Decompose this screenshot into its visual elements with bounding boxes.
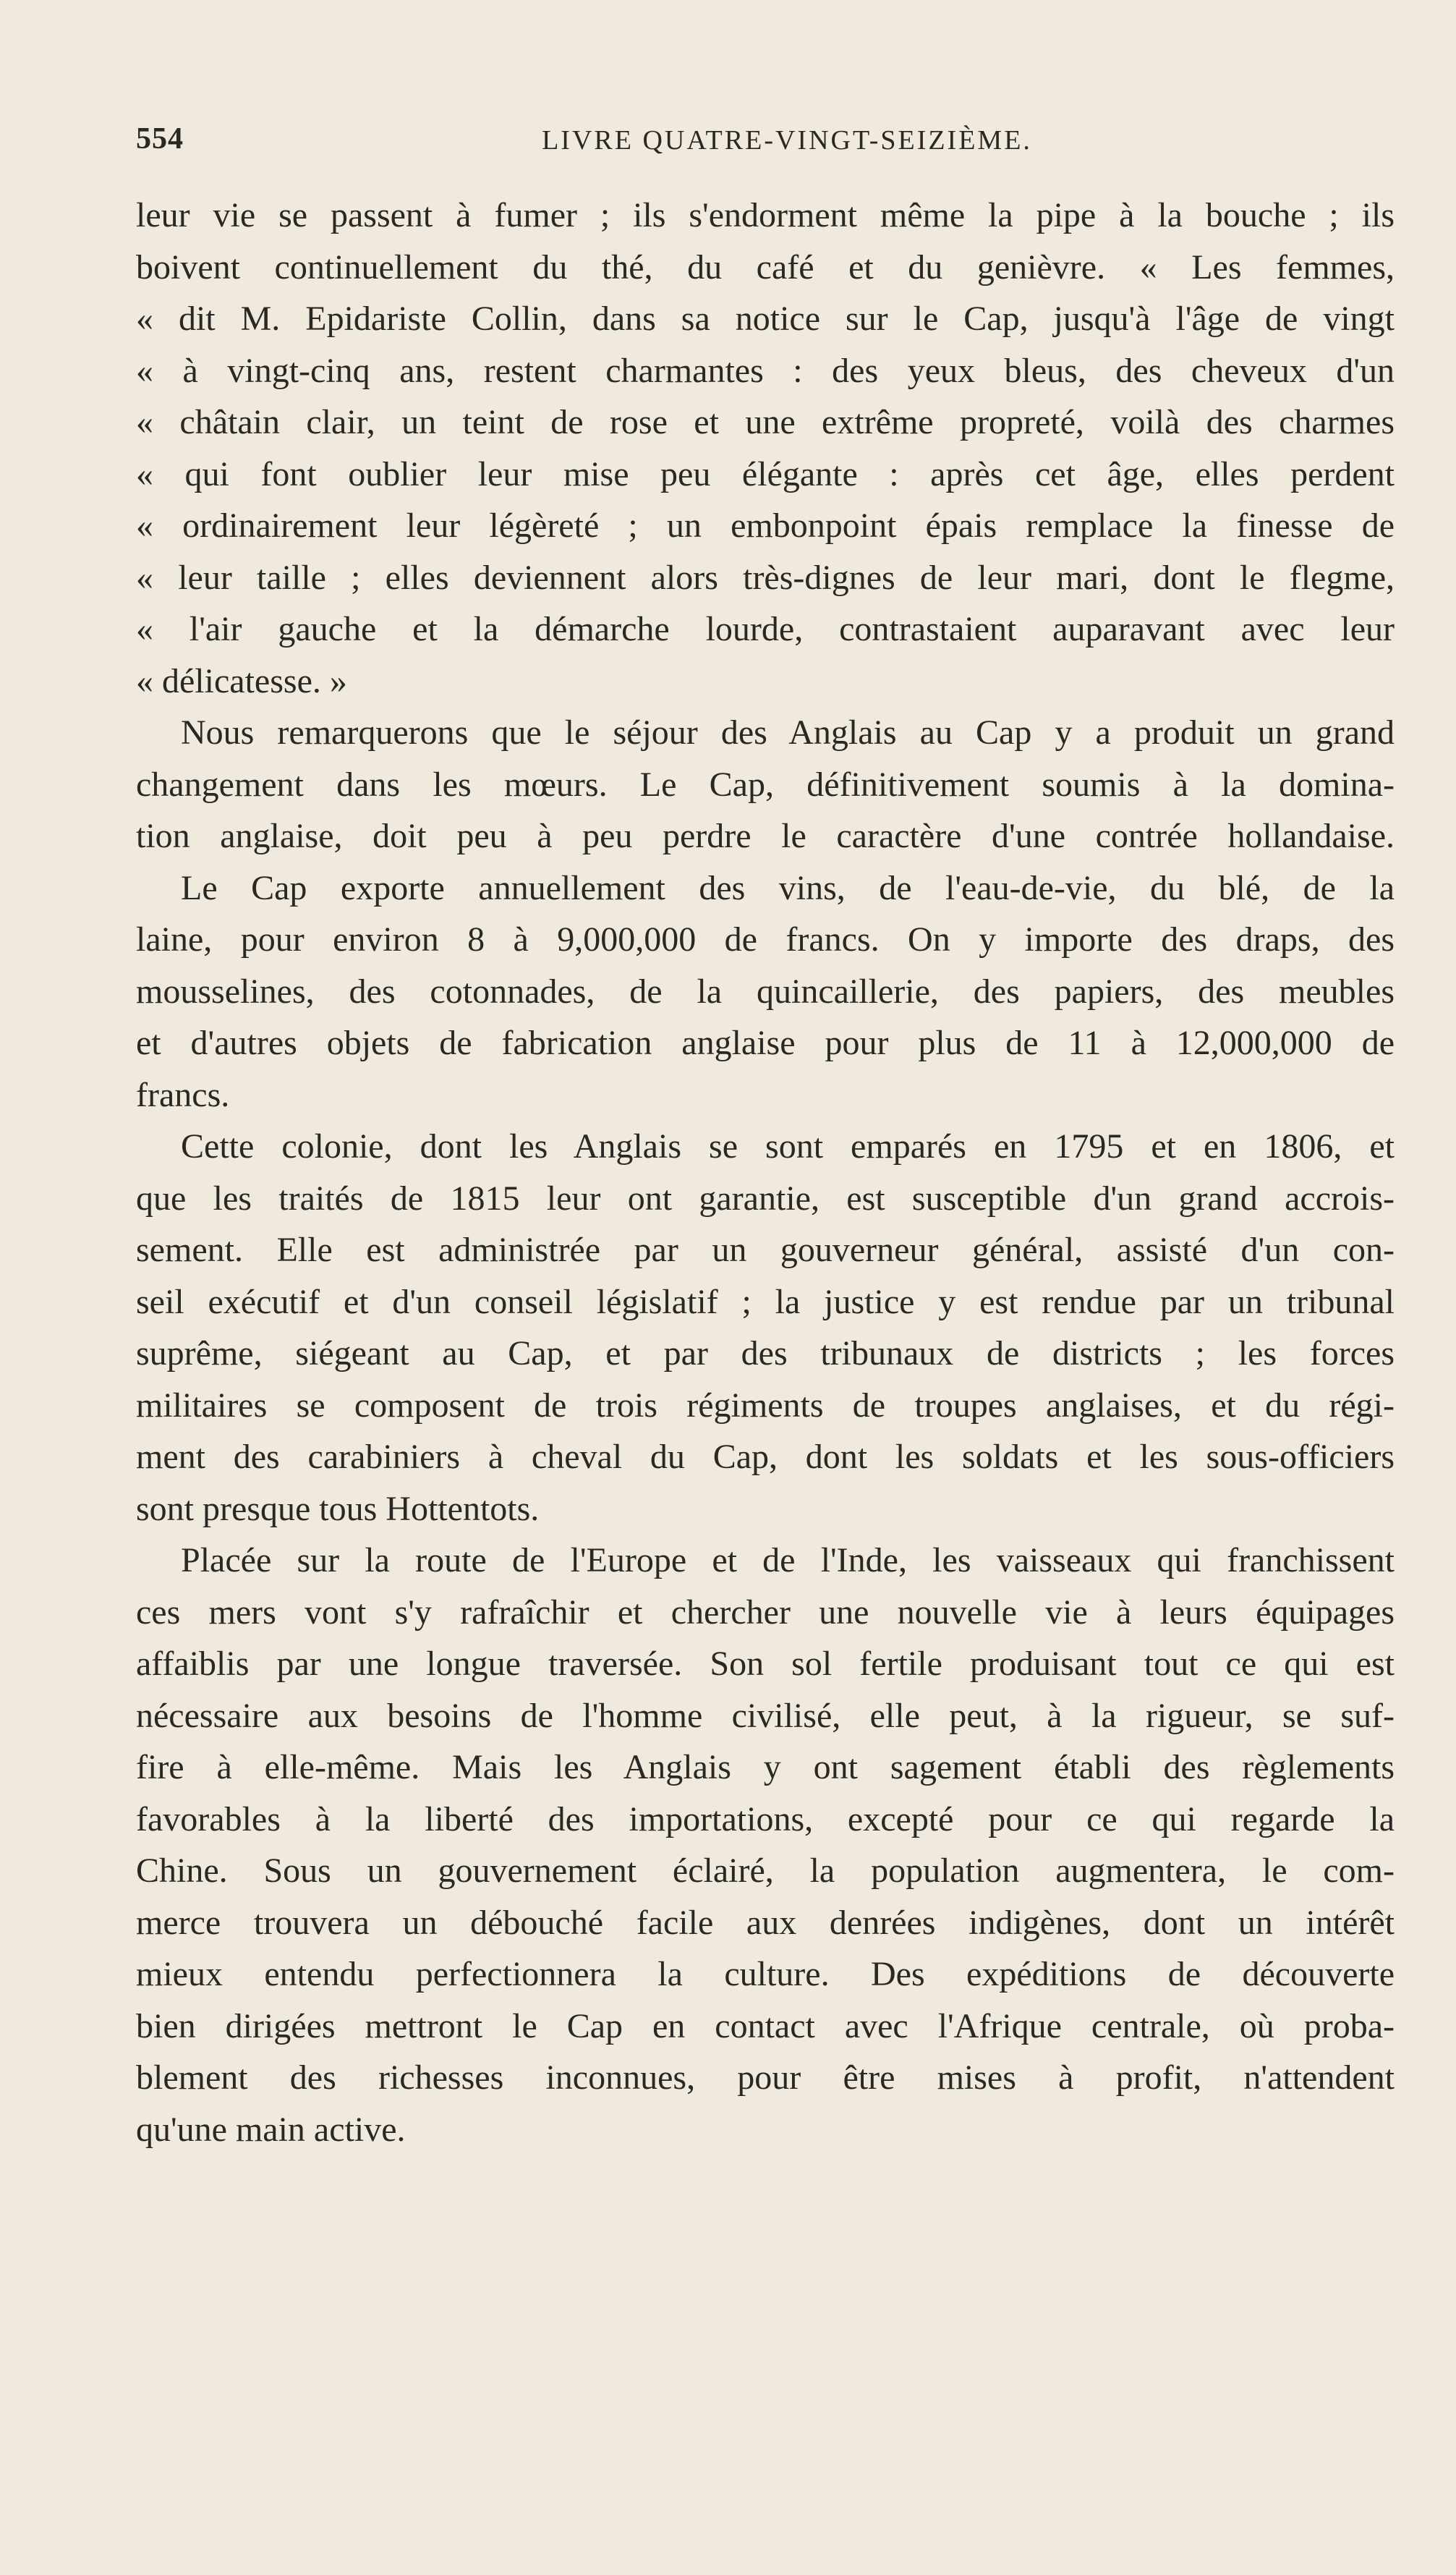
text-line: ces mers vont s'y rafraîchir et chercher une nouvelle vie à leurs équipages xyxy=(136,1592,1395,1632)
text-line: « l'air gauche et la démarche lourde, contrastaient auparavant avec leur xyxy=(136,610,1395,648)
page-number: 554 xyxy=(136,122,184,156)
body-text xyxy=(136,190,1395,2155)
text-line: favorables à la liberté des importations, excepté pour ce qui regarde la xyxy=(136,1799,1395,1838)
text-line: laine, pour environ 8 à 9,000,000 de francs. On y importe des draps, des xyxy=(136,920,1395,959)
text-line: leur vie se passent à fumer ; ils s'endorment même la pipe à la bouche ; ils xyxy=(136,196,1395,234)
text-line: mousselines, des cotonnades, de la quincaillerie, des papiers, des meubles xyxy=(136,972,1395,1011)
text-line: « à vingt-cinq ans, restent charmantes : des yeux bleus, des cheveux d'un xyxy=(136,351,1395,390)
text-line: « dit M. Epidariste Collin, dans sa notice sur le Cap, jusqu'à l'âge de vingt xyxy=(136,300,1395,338)
text-line: ment des carabiniers à cheval du Cap, dont les soldats et les sous-officiers xyxy=(136,1438,1395,1476)
paragraph-first-line: Placée sur la route de l'Europe et de l'Inde, les vaisseaux qui franchissent xyxy=(181,1541,1395,1579)
text-line: bien dirigées mettront le Cap en contact avec l'Afrique centrale, où proba- xyxy=(136,2006,1395,2045)
text-line: « châtain clair, un teint de rose et une extrême propreté, voilà des charmes xyxy=(136,403,1395,441)
text-line: « ordinairement leur légèreté ; un embonpoint épais remplace la finesse de xyxy=(136,506,1395,545)
text-line: « qui font oublier leur mise peu élégante : après cet âge, elles perdent xyxy=(136,454,1395,493)
text-line: suprême, siégeant au Cap, et par des tribunaux de districts ; les forces xyxy=(136,1334,1395,1373)
page-header xyxy=(136,122,1395,172)
text-line: et d'autres objets de fabrication anglaise pour plus de 11 à 12,000,000 de xyxy=(136,1024,1395,1062)
text-line: nécessaire aux besoins de l'homme civilisé, elle peut, à la rigueur, se suf- xyxy=(136,1696,1395,1735)
paragraph-first-line: Nous remarquerons que le séjour des Anglais au Cap y a produit un grand xyxy=(181,713,1395,752)
text-line: sement. Elle est administrée par un gouverneur général, assisté d'un con- xyxy=(136,1231,1395,1269)
paragraph-first-line: Le Cap exporte annuellement des vins, de l'eau-de-vie, du blé, de la xyxy=(181,868,1395,907)
text-line: mieux entendu perfectionnera la culture. Des expéditions de découverte xyxy=(136,1955,1395,1993)
text-line: francs. xyxy=(136,1075,230,1114)
text-line: changement dans les mœurs. Le Cap, définitivement soumis à la domina- xyxy=(136,765,1395,804)
text-line: sont presque tous Hottentots. xyxy=(136,1489,540,1528)
text-line: « leur taille ; elles deviennent alors très-dignes de leur mari, dont le flegme, xyxy=(136,558,1395,597)
text-line: affaiblis par une longue traversée. Son sol fertile produisant tout ce qui est xyxy=(136,1645,1395,1683)
text-line: boivent continuellement du thé, du café et du genièvre. « Les femmes, xyxy=(136,247,1395,287)
text-line: que les traités de 1815 leur ont garantie, est susceptible d'un grand accrois- xyxy=(136,1179,1395,1218)
text-line: fire à elle-même. Mais les Anglais y ont sagement établi des règlements xyxy=(136,1748,1395,1786)
text-line: tion anglaise, doit peu à peu perdre le caractère d'une contrée hollandaise. xyxy=(136,817,1395,855)
text-line: merce trouvera un débouché facile aux denrées indigènes, dont un intérêt xyxy=(136,1903,1395,1942)
text-line: militaires se composent de trois régiments de troupes anglaises, et du régi- xyxy=(136,1386,1395,1425)
text-line: seil exécutif et d'un conseil législatif ; la justice y est rendue par un tribunal xyxy=(136,1282,1395,1321)
running-title: LIVRE QUATRE-VINGT-SEIZIÈME. xyxy=(542,125,1032,156)
text-line: blement des richesses inconnues, pour être mises à profit, n'attendent xyxy=(136,2058,1395,2097)
text-line: « délicatesse. » xyxy=(136,661,347,700)
text-line: qu'une main active. xyxy=(136,2110,406,2149)
paragraph-first-line: Cette colonie, dont les Anglais se sont emparés en 1795 et en 1806, et xyxy=(181,1127,1395,1166)
text-line: Chine. Sous un gouvernement éclairé, la population augmentera, le com- xyxy=(136,1851,1395,1890)
